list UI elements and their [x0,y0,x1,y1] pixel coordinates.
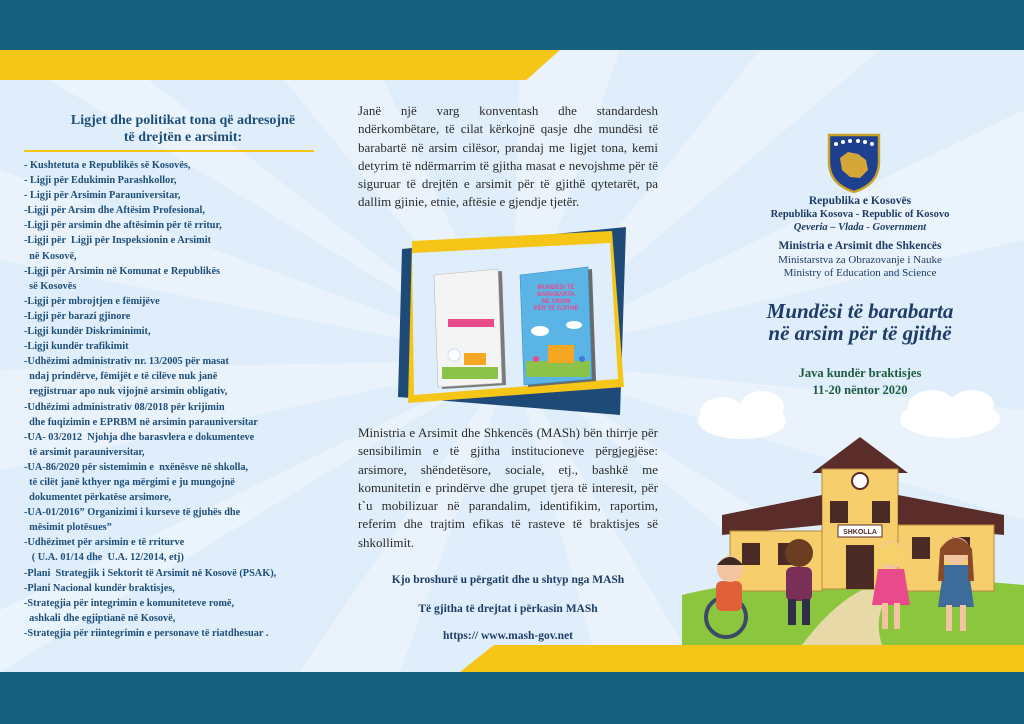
law-item: dhe fuqizimin e EPRBM në arsimin parauniversitar [24,416,258,428]
law-item: -Udhëzimet për arsimin e të rriturve [24,537,185,549]
law-item: -Udhëzimi administrativ nr. 13/2005 për masat [24,356,229,368]
prepared-by-text: Kjo broshurë u përgatit dhe u shtyp nga MASh [391,574,625,586]
ministry-call-paragraph: Ministria e Arsimit dhe Shkencës (MASh) bën thirrje për sensibilimin e të gjitha institucioneve përgjegjëse: arsimore, shëndetësore, sociale, etj., bashkë me komunitetin e prindërve dhe grupet tjera të interesit, për t`u mobilizuar në parandalim, identifikim, raportim, referim dhe trajtim efikas të rasteve të braktisjes së shkollimit. [358,425,658,550]
law-item: -Ligji për Arsim dhe Aftësim Profesional, [24,205,205,217]
law-item: - Kushtetuta e Republikës së Kosovës, [24,160,191,171]
republic-multilingual: Republika Kosova - Republic of Kosovo [770,209,950,220]
government-label: Qeveria – Vlada - Government [793,222,927,233]
law-item: -Ligji kundër Diskriminimit, [24,326,151,338]
law-item: regjistruar apo nuk vijojnë arsimin obligativ, [24,386,228,398]
law-item: -UA-01/2016” Organizimi i kurseve të gjuhës dhe [24,507,241,519]
ministry-name-sr: Ministarstva za Obrazovanje i Nauke [778,254,942,266]
law-item: dokumentet përkatëse arsimore, [24,492,172,504]
law-item: ( U.A. 01/14 dhe U.A. 12/2014, etj) [24,552,184,564]
book-illustration [398,227,630,415]
laws-heading-line1: Ligjet dhe politikat tona që adresojnë [70,113,296,128]
law-item: -Plani Strategjik i Sektorit të Arsimit në Kosovë (PSAK), [24,567,277,579]
law-item: ashkali dhe egjiptianë në Kosovë, [24,612,176,624]
ministry-name-en: Ministry of Education and Science [783,267,937,279]
law-item: të cilët janë kthyer nga mërgimi e ju mungojnë [24,476,235,488]
law-item: - Ligji për Arsimin Parauniversitar, [24,190,181,202]
law-item: në Kosovë, [24,250,77,262]
cloud-icon [698,391,786,439]
bottom-band [0,672,1024,724]
law-item: -Plani Nacional kundër braktisjes, [24,582,175,594]
campaign-name: Java kundër braktisjes [798,366,922,380]
laws-heading [24,112,342,146]
laws-panel [24,112,342,641]
republic-name: Republika e Kosovës [808,195,912,207]
rights-text: Të gjitha të drejtat i përkasin MASh [418,603,598,615]
svg-text:PËR TË GJITHË: PËR TË GJITHË [533,306,579,312]
law-item: të arsimit parauniversitar, [24,446,145,458]
top-band [0,0,1024,50]
book-icon [434,269,506,389]
law-item: -UA-86/2020 për sistemimin e nxënësve në shkolla, [24,461,249,473]
book-icon [520,267,596,387]
law-item: -Ligji për Ligji për Inspeksionin e Arsimit [24,235,211,247]
law-item: -Udhëzimi administrativ 08/2018 për krijimin [24,401,225,413]
brochure-title-line1: Mundësi të barabarta [766,299,954,323]
campaign-dates: 11-20 nëntor 2020 [812,383,908,397]
website-link[interactable]: https:// www.mash-gov.net [442,630,574,642]
svg-text:MUNDËSI TË: MUNDËSI TË [537,285,575,291]
law-item: -Ligji kundër trafikimit [24,341,129,353]
kosovo-emblem-icon [826,132,882,194]
law-item: -Strategjia për riintegrimin e personave të riatdhesuar . [24,627,269,639]
svg-text:NË ARSIM: NË ARSIM [541,299,571,305]
laws-list [24,158,342,641]
law-item: -Ligji për mbrojtjen e fëmijëve [24,295,160,307]
school-illustration [682,385,1024,645]
law-item: mësimit plotësues” [24,522,112,534]
law-item: -UA- 03/2012 Njohja dhe barasvlera e dokumenteve [24,431,255,443]
top-accent-stripe [0,50,560,80]
laws-heading-line2: të drejtën e arsimit: [123,130,243,145]
cloud-icon [900,390,1000,438]
law-item: -Ligji për arsimin dhe aftësimin për të rritur, [24,220,222,232]
law-item: së Kosovës [24,280,77,292]
brochure-title [700,300,1020,344]
law-item: ndaj prindërve, fëmijët e të cilëve nuk janë [24,371,218,383]
svg-text:BARABARTA: BARABARTA [537,292,575,298]
conventions-paragraph: Janë një varg konventash dhe standardesh ndërkombëtare, të cilat kërkojnë qasje dhe mundësi të barabartë në arsim cilësor, prandaj me ligjet tona, kemi detyrim të ndërmarrim të gjitha masat e nevojshme për të siguruar të drejtën e arsimit për të gjithë qytetarët, pa dallim gjinie, etnie, aftësie e gjendje tjetër. [358,103,658,210]
law-item: - Ligji për Edukimin Parashkollor, [24,175,177,187]
intro-text [358,102,658,212]
school-sign: SHKOLLA [843,529,877,536]
heading-underline [24,150,314,152]
law-item: -Ligji për Arsimin në Komunat e Republikës [24,265,221,277]
law-item: -Strategjia për integrimin e komuniteteve romë, [24,597,235,609]
bottom-accent-stripe [460,645,1024,672]
law-item: -Ligji për barazi gjinore [24,310,131,322]
brochure-title-line2: në arsim për të gjithë [768,321,952,345]
ministry-name-sq: Ministria e Arsimit dhe Shkencës [778,240,942,252]
